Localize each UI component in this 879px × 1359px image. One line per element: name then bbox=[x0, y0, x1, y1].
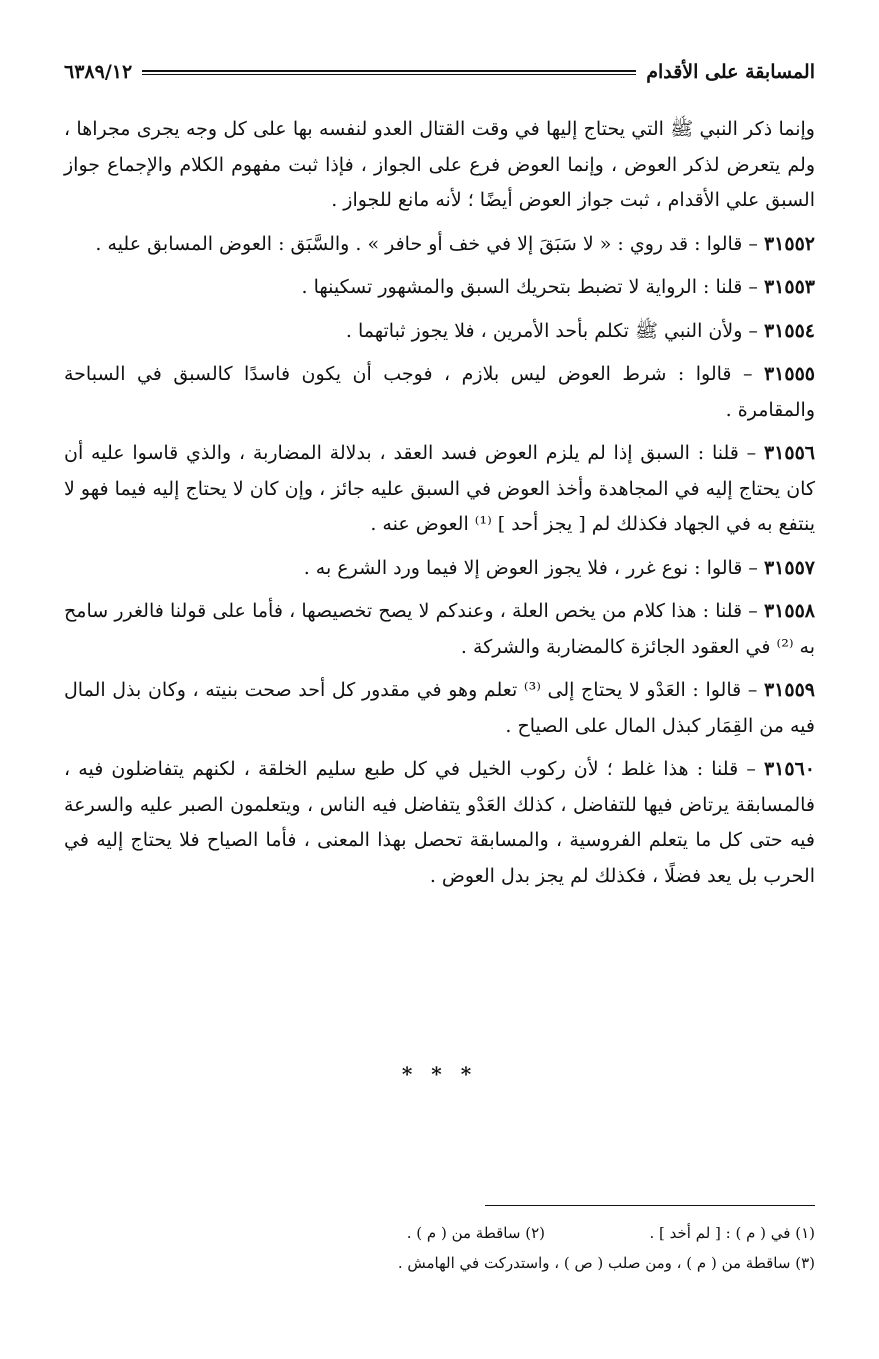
paragraph-31555 bbox=[64, 357, 815, 428]
paragraph-31556 bbox=[64, 436, 815, 543]
paragraph-31553 bbox=[64, 270, 815, 306]
header-rule bbox=[142, 70, 636, 75]
paragraph-number: ٣١٥٥٧ bbox=[763, 556, 815, 579]
paragraph-text: – قالوا : شرط العوض ليس بلازم ، فوجب أن يكون فاسدًا كالسبق في السباحة والمقامرة . bbox=[64, 363, 815, 421]
paragraph-text: – قلنا : السبق إذا لم يلزم العوض فسد العقد ، بدلالة المضاربة ، والذي قاسوا عليه أن كان يحتاج إليه في المجاهدة وأخذ العوض في السبق عليه جائز ، وإن كان لا يحتاج إليه فيما فهو لا ينتفع به في الجهاد فكذلك لم [ يجز أحد ] ⁽¹⁾ العوض عنه . bbox=[64, 442, 815, 535]
main-text bbox=[64, 112, 815, 894]
running-title: المسابقة على الأقدام bbox=[646, 61, 815, 83]
footnotes bbox=[64, 1218, 815, 1278]
paragraph-number: ٣١٥٥٩ bbox=[763, 679, 815, 701]
paragraph-number: ٣١٥٥٥ bbox=[763, 363, 815, 385]
paragraph-number: ٣١٥٥٢ bbox=[763, 232, 815, 255]
paragraph-31554 bbox=[64, 314, 815, 350]
footnote-row bbox=[64, 1248, 815, 1278]
page-number: ٦٣٨٩/١٢ bbox=[64, 61, 133, 83]
footnote-2: (٢) ساقطة من ( م ) . bbox=[406, 1224, 545, 1242]
footnote-3: (٣) ساقطة من ( م ) ، ومن صلب ( ص ) ، واستدركت في الهامش . bbox=[397, 1254, 815, 1272]
paragraph-number: ٣١٥٥٦ bbox=[763, 442, 815, 464]
paragraph-text: – قلنا : الرواية لا تضبط بتحريك السبق والمشهور تسكينها . bbox=[301, 276, 764, 298]
paragraph-text: وإنما ذكر النبي ﷺ التي يحتاج إليها في وقت القتال العدو لنفسه بها على كل وجه يجرى مجراها ، ولم يتعرض لذكر العوض ، وإنما العوض فرع على الجواز ، فإذا ثبت مفهوم الكلام والإجماع جواز السبق علي الأقدام ، ثبت جواز العوض أيضًا ؛ لأنه مانع للجواز . bbox=[64, 118, 815, 211]
footnote-1: (١) في ( م ) : [ لم أخد ] . bbox=[649, 1224, 815, 1242]
paragraph-text: – قلنا : هذا كلام من يخص العلة ، وعندكم لا يصح تخصيصها ، فأما على قولنا فالغرر سامح به ⁽²⁾ في العقود الجائزة كالمضاربة والشركة . bbox=[64, 600, 815, 658]
paragraph-text: – قالوا : نوع غرر ، فلا يجوز العوض إلا فيما ورد الشرع به . bbox=[303, 556, 764, 579]
paragraph-31558 bbox=[64, 594, 815, 665]
page-header bbox=[64, 54, 815, 90]
paragraph-31557 bbox=[64, 551, 815, 587]
paragraph-31552 bbox=[64, 227, 815, 263]
footnote-rule bbox=[485, 1205, 815, 1206]
paragraph-number: ٣١٥٥٤ bbox=[763, 319, 815, 342]
paragraph-text: – قالوا : قد روي : « لا سَبَقَ إلا في خف أو حافر » . والسَّبَق : العوض المسابق عليه . bbox=[95, 232, 764, 255]
paragraph-number: ٣١٥٦٠ bbox=[763, 758, 815, 780]
paragraph-31559 bbox=[64, 673, 815, 744]
paragraph-intro bbox=[64, 112, 815, 219]
footnote-row bbox=[64, 1218, 815, 1248]
paragraph-number: ٣١٥٥٨ bbox=[763, 600, 815, 622]
paragraph-31560 bbox=[64, 752, 815, 894]
paragraph-number: ٣١٥٥٣ bbox=[763, 276, 815, 298]
section-separator: * * * bbox=[401, 1062, 478, 1086]
paragraph-text: – قالوا : العَدْو لا يحتاج إلى ⁽³⁾ تعلم وهو في مقدور كل أحد صحت بنيته ، وكان بذل المال فيه من القِمَار كبذل المال على الصياح . bbox=[64, 679, 815, 737]
paragraph-text: – قلنا : هذا غلط ؛ لأن ركوب الخيل في كل طبع سليم الخلقة ، لكنهم يتفاضلون فيه ، فالمسابقة يرتاض فيها للتفاضل ، كذلك العَدْو يتفاضل فيه الناس ، ويتعلمون الصبر عليه والسرعة فيه حتى كل ما يتعلم الفروسية ، والمسابقة تحصل بهذا المعنى ، فأما الصياح فلا يحتاج إليه في الحرب بل يعد فضلًا ، فكذلك لم يجز بدل العوض . bbox=[64, 758, 815, 887]
paragraph-text: – ولأن النبي ﷺ تكلم بأحد الأمرين ، فلا يجوز ثباتهما . bbox=[345, 319, 764, 342]
